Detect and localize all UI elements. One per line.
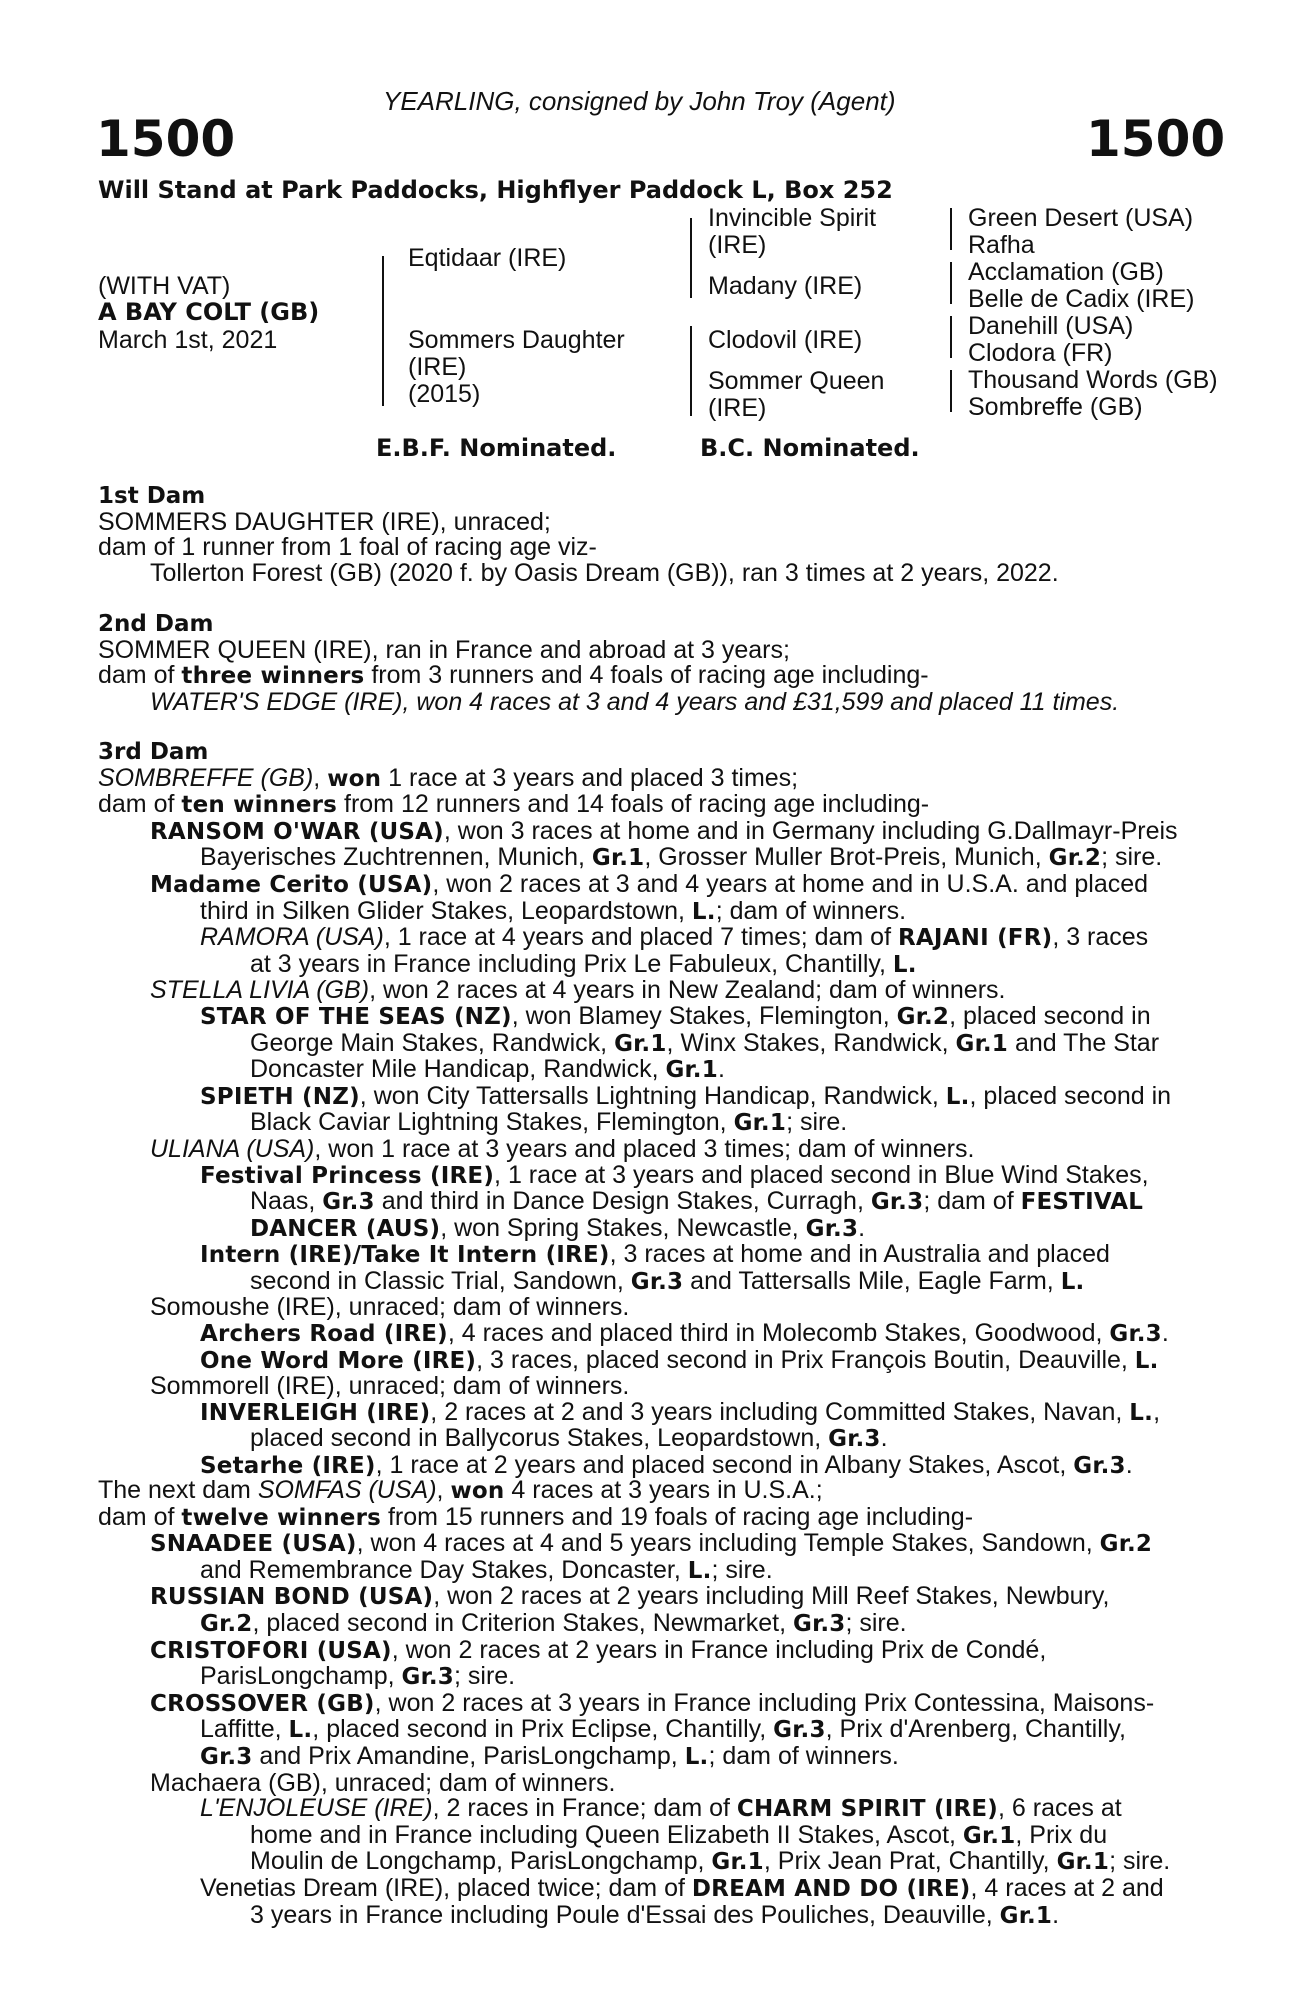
pedigree-brace-2 bbox=[690, 218, 692, 298]
produce-record: George Main Stakes, Randwick, Gr.1, Winx Stakes, Randwick, Gr.1 and The Star bbox=[250, 1028, 1160, 1057]
first-dam-heading: 1st Dam bbox=[98, 483, 206, 509]
pedigree-dds: Thousand Words (GB) bbox=[968, 366, 1218, 394]
vat-note: (WITH VAT) bbox=[98, 272, 231, 300]
produce-record: ParisLongchamp, Gr.3; sire. bbox=[200, 1662, 516, 1691]
produce-record: Machaera (GB), unraced; dam of winners. bbox=[150, 1768, 616, 1797]
third-dam-section bbox=[98, 740, 1238, 1480]
pedigree-sdd: Belle de Cadix (IRE) bbox=[968, 285, 1195, 313]
produce-record: at 3 years in France including Prix Le Fabuleux, Chantilly, L. bbox=[250, 949, 917, 978]
pedigree-dam-line1: Sommers Daughter bbox=[408, 326, 625, 354]
pedigree-sire-sire-line2: (IRE) bbox=[708, 231, 767, 259]
pedigree-brace-3 bbox=[690, 326, 692, 416]
second-dam-section bbox=[98, 612, 1238, 715]
produce-record: Gr.2, placed second in Criterion Stakes, Newmarket, Gr.3; sire. bbox=[200, 1608, 907, 1637]
pedigree-dss: Danehill (USA) bbox=[968, 312, 1134, 340]
produce-record: Festival Princess (IRE), 1 race at 3 years and placed second in Blue Wind Stakes, bbox=[200, 1160, 1149, 1189]
pedigree-brace-7 bbox=[950, 370, 952, 412]
produce-record: SNAADEE (USA), won 4 races at 4 and 5 years including Temple Stakes, Sandown, Gr.2 bbox=[150, 1529, 1153, 1558]
pedigree-ddd: Sombreffe (GB) bbox=[968, 393, 1143, 421]
horse-name: A BAY COLT (GB) bbox=[98, 298, 320, 326]
produce-record: L'ENJOLEUSE (IRE), 2 races in France; dam of CHARM SPIRIT (IRE), 6 races at bbox=[200, 1794, 1122, 1823]
pedigree-sire-sire-line1: Invincible Spirit bbox=[708, 204, 877, 232]
second-dam-line: dam of three winners from 3 runners and 4 foals of racing age including- bbox=[98, 661, 929, 690]
produce-record: Naas, Gr.3 and third in Dance Design Stakes, Curragh, Gr.3; dam of FESTIVAL bbox=[250, 1187, 1144, 1216]
pedigree-sire: Eqtidaar (IRE) bbox=[408, 244, 567, 272]
produce-record: Doncaster Mile Handicap, Randwick, Gr.1. bbox=[250, 1055, 725, 1084]
next-dam-section bbox=[98, 1478, 1238, 1929]
produce-record: Madame Cerito (USA), won 2 races at 3 and 4 years at home and in U.S.A. and placed bbox=[150, 869, 1149, 898]
pedigree-brace-1 bbox=[382, 256, 384, 406]
produce-record: SPIETH (NZ), won City Tattersalls Lightning Handicap, Randwick, L., placed second in bbox=[200, 1081, 1172, 1110]
produce-record: CROSSOVER (GB), won 2 races at 3 years in France including Prix Contessina, Maisons- bbox=[150, 1688, 1155, 1717]
pedigree-dam-sire: Clodovil (IRE) bbox=[708, 326, 863, 354]
produce-record: Moulin de Longchamp, ParisLongchamp, Gr.1, Prix Jean Prat, Chantilly, Gr.1; sire. bbox=[250, 1847, 1171, 1876]
lot-number-left: 1500 bbox=[96, 110, 236, 168]
pedigree-dam-line3: (2015) bbox=[408, 380, 481, 408]
first-dam-line: SOMMERS DAUGHTER (IRE), unraced; bbox=[98, 507, 551, 536]
produce-record: home and in France including Queen Elizabeth II Stakes, Ascot, Gr.1, Prix du bbox=[250, 1820, 1108, 1849]
produce-record: One Word More (IRE), 3 races, placed second in Prix François Boutin, Deauville, L. bbox=[200, 1345, 1159, 1374]
produce-record: placed second in Ballycorus Stakes, Leopardstown, Gr.3. bbox=[250, 1424, 888, 1453]
third-dam-heading: 3rd Dam bbox=[98, 739, 209, 765]
produce-record: Somoushe (IRE), unraced; dam of winners. bbox=[150, 1293, 630, 1322]
pedigree-sire-dam: Madany (IRE) bbox=[708, 272, 863, 300]
produce-record: RUSSIAN BOND (USA), won 2 races at 2 years including Mill Reef Stakes, Newbury, bbox=[150, 1582, 1110, 1611]
produce-record: Laffitte, L., placed second in Prix Eclipse, Chantilly, Gr.3, Prix d'Arenberg, Chantilly, bbox=[200, 1715, 1126, 1744]
pedigree-dam-dam-line1: Sommer Queen bbox=[708, 367, 885, 395]
produce-record: DANCER (AUS), won Spring Stakes, Newcastle, Gr.3. bbox=[250, 1213, 866, 1242]
pedigree-sss: Green Desert (USA) bbox=[968, 204, 1194, 232]
pedigree-ssd: Rafha bbox=[968, 231, 1035, 259]
produce-record: Bayerisches Zuchtrennen, Munich, Gr.1, Grosser Muller Brot-Preis, Munich, Gr.2; sire. bbox=[200, 843, 1163, 872]
produce-record: Venetias Dream (IRE), placed twice; dam of DREAM AND DO (IRE), 4 races at 2 and bbox=[200, 1873, 1164, 1902]
lot-number-right: 1500 bbox=[1086, 110, 1226, 168]
third-dam-line: SOMBREFFE (GB), won 1 race at 3 years and placed 3 times; bbox=[98, 763, 799, 792]
produce-record: ULIANA (USA), won 1 race at 3 years and placed 3 times; dam of winners. bbox=[150, 1134, 975, 1163]
second-dam-heading: 2nd Dam bbox=[98, 611, 214, 637]
produce-record: third in Silken Glider Stakes, Leopardstown, L.; dam of winners. bbox=[200, 896, 907, 925]
produce-record: RAMORA (USA), 1 race at 4 years and placed 7 times; dam of RAJANI (FR), 3 races bbox=[200, 923, 1149, 952]
produce-record: STELLA LIVIA (GB), won 2 races at 4 years in New Zealand; dam of winners. bbox=[150, 976, 1006, 1005]
produce-record: 3 years in France including Poule d'Essai des Pouliches, Deauville, Gr.1. bbox=[250, 1900, 1060, 1929]
produce-record: RANSOM O'WAR (USA), won 3 races at home and in Germany including G.Dallmayr-Preis bbox=[150, 816, 1178, 845]
pedigree-dam-line2: (IRE) bbox=[408, 353, 467, 381]
produce-record: Setarhe (IRE), 1 race at 2 years and placed second in Albany Stakes, Ascot, Gr.3. bbox=[200, 1451, 1133, 1480]
produce-record: Intern (IRE)/Take It Intern (IRE), 3 races at home and in Australia and placed bbox=[200, 1240, 1110, 1269]
pedigree-sds: Acclamation (GB) bbox=[968, 258, 1164, 286]
next-dam-line: The next dam SOMFAS (USA), won 4 races at 3 years in U.S.A.; bbox=[98, 1476, 823, 1504]
first-dam-line: Tollerton Forest (GB) (2020 f. by Oasis Dream (GB)), ran 3 times at 2 years, 2022. bbox=[150, 558, 1059, 587]
produce-record: CRISTOFORI (USA), won 2 races at 2 years in France including Prix de Condé, bbox=[150, 1635, 1047, 1664]
first-dam-line: dam of 1 runner from 1 foal of racing age viz- bbox=[98, 533, 597, 562]
produce-record: Gr.3 and Prix Amandine, ParisLongchamp, L.; dam of winners. bbox=[200, 1741, 899, 1770]
produce-record: Sommorell (IRE), unraced; dam of winners. bbox=[150, 1372, 630, 1401]
produce-record: Black Caviar Lightning Stakes, Flemington, Gr.1; sire. bbox=[250, 1108, 848, 1137]
produce-record: second in Classic Trial, Sandown, Gr.3 and Tattersalls Mile, Eagle Farm, L. bbox=[250, 1266, 1085, 1295]
ebf-nominated: E.B.F. Nominated. bbox=[376, 434, 617, 462]
horse-dob: March 1st, 2021 bbox=[98, 326, 278, 354]
next-dam-line: dam of twelve winners from 15 runners and 19 foals of racing age including- bbox=[98, 1502, 974, 1531]
produce-record: STAR OF THE SEAS (NZ), won Blamey Stakes, Flemington, Gr.2, placed second in bbox=[200, 1001, 1151, 1030]
consignment-subtitle: YEARLING, consigned by John Troy (Agent) bbox=[383, 86, 896, 116]
bc-nominated: B.C. Nominated. bbox=[700, 434, 920, 462]
pedigree-brace-6 bbox=[950, 316, 952, 358]
third-dam-line: dam of ten winners from 12 runners and 14 foals of racing age including- bbox=[98, 790, 930, 819]
pedigree-brace-5 bbox=[950, 262, 952, 304]
first-dam-section bbox=[98, 484, 1238, 586]
pedigree-dam-dam-line2: (IRE) bbox=[708, 394, 767, 422]
second-dam-line: WATER'S EDGE (IRE), won 4 races at 3 and 4 years and £31,599 and placed 11 times. bbox=[150, 687, 1120, 716]
second-dam-line: SOMMER QUEEN (IRE), ran in France and abroad at 3 years; bbox=[98, 635, 790, 664]
produce-record: and Remembrance Day Stakes, Doncaster, L.; sire. bbox=[200, 1555, 773, 1584]
pedigree-dsd: Clodora (FR) bbox=[968, 339, 1113, 367]
stable-location: Will Stand at Park Paddocks, Highflyer Paddock L, Box 252 bbox=[98, 176, 893, 204]
produce-record: Archers Road (IRE), 4 races and placed third in Molecomb Stakes, Goodwood, Gr.3. bbox=[200, 1319, 1169, 1348]
produce-record: INVERLEIGH (IRE), 2 races at 2 and 3 years including Committed Stakes, Navan, L., bbox=[200, 1397, 1161, 1426]
pedigree-brace-4 bbox=[950, 208, 952, 250]
